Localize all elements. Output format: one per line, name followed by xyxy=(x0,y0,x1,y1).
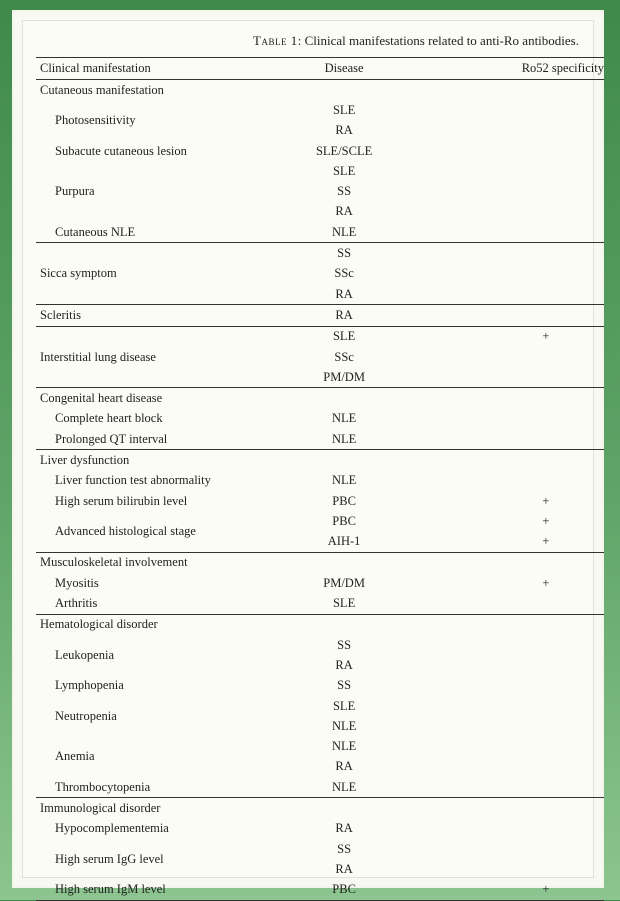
manifestation-cell: Hypocomplementemia xyxy=(55,821,169,836)
ro52-cell xyxy=(412,737,604,757)
manifestation-cell: Cutaneous manifestation xyxy=(36,80,276,101)
manifestation-cell: Advanced histological stage xyxy=(55,524,196,539)
disease-cell: RA xyxy=(335,123,353,138)
disease-cell: SLE xyxy=(332,163,356,178)
ro52-cell xyxy=(412,819,604,839)
table-row xyxy=(36,573,604,593)
table-row xyxy=(36,388,604,409)
disease-cell: RA xyxy=(335,821,353,836)
table-row xyxy=(36,614,604,635)
manifestation-cell: Cutaneous NLE xyxy=(55,224,136,239)
table-panel xyxy=(22,20,604,897)
disease-cell xyxy=(276,80,412,101)
ro52-cell xyxy=(412,305,604,326)
manifestation-cell: Scleritis xyxy=(36,305,276,326)
table-row xyxy=(36,141,604,161)
disease-cell: SSc xyxy=(334,349,354,364)
ro52-cell xyxy=(412,367,604,388)
manifestation-cell: Interstitial lung disease xyxy=(36,326,276,388)
ro52-cell xyxy=(412,284,604,305)
ro52-cell: + xyxy=(542,513,550,528)
disease-cell xyxy=(276,798,412,819)
table-row xyxy=(36,696,604,716)
table-row xyxy=(36,161,604,181)
disease-cell: NLE xyxy=(331,739,357,754)
disease-cell: PM/DM xyxy=(323,575,365,590)
disease-cell: SLE xyxy=(332,698,356,713)
disease-cell: RA xyxy=(276,305,412,326)
table-caption-label: Table 1 xyxy=(253,33,298,48)
table-row xyxy=(36,777,604,798)
disease-cell: RA xyxy=(335,286,353,301)
ro52-cell xyxy=(412,100,604,120)
disease-cell xyxy=(276,552,412,573)
manifestation-cell: Arthritis xyxy=(55,596,98,611)
ro52-cell xyxy=(412,243,604,264)
header-ro52-specificity: Ro52 specificity xyxy=(412,58,604,80)
ro52-cell xyxy=(412,471,604,491)
manifestation-cell: Congenital heart disease xyxy=(36,388,276,409)
disease-cell: RA xyxy=(335,861,353,876)
table-caption xyxy=(23,33,579,49)
manifestation-cell: Hematological disorder xyxy=(36,614,276,635)
ro52-cell: + xyxy=(542,534,550,549)
table-row xyxy=(36,552,604,573)
disease-cell: RA xyxy=(335,657,353,672)
disease-cell: NLE xyxy=(331,779,357,794)
ro52-cell xyxy=(412,552,604,573)
ro52-cell xyxy=(412,80,604,101)
table-row xyxy=(36,819,604,839)
table-row xyxy=(36,305,604,326)
manifestation-cell: Sicca symptom xyxy=(36,243,276,305)
disease-cell: SSc xyxy=(334,266,354,281)
table-row xyxy=(36,222,604,243)
table-caption-text: : Clinical manifestations related to anti-Ro antibodies. xyxy=(297,33,579,48)
disease-cell xyxy=(276,450,412,471)
disease-cell: SS xyxy=(337,184,352,199)
disease-cell: PM/DM xyxy=(323,369,365,384)
manifestation-cell: Purpura xyxy=(55,184,95,199)
ro52-cell xyxy=(412,614,604,635)
disease-cell: PBC xyxy=(332,513,356,528)
table-row xyxy=(36,450,604,471)
manifestation-cell: Neutropenia xyxy=(55,708,117,723)
ro52-cell xyxy=(412,696,604,716)
manifestation-cell: High serum IgG level xyxy=(55,851,164,866)
manifestation-cell: Thrombocytopenia xyxy=(55,779,151,794)
manifestation-cell: Myositis xyxy=(55,575,99,590)
disease-cell: SLE xyxy=(332,596,356,611)
manifestation-cell: Lymphopenia xyxy=(55,678,124,693)
manifestation-cell: Leukopenia xyxy=(55,647,115,662)
ro52-cell xyxy=(412,635,604,655)
ro52-cell xyxy=(412,264,604,284)
ro52-cell xyxy=(412,202,604,222)
manifestation-cell: Subacute cutaneous lesion xyxy=(55,143,187,158)
disease-cell xyxy=(276,388,412,409)
disease-cell xyxy=(276,614,412,635)
ro52-cell xyxy=(412,777,604,798)
ro52-cell xyxy=(412,409,604,429)
table-row xyxy=(36,80,604,101)
ro52-cell xyxy=(412,716,604,736)
disease-cell: AIH-1 xyxy=(327,534,361,549)
table-row xyxy=(36,839,604,859)
manifestation-cell: Anemia xyxy=(55,749,95,764)
table-row xyxy=(36,471,604,491)
disease-cell: SLE xyxy=(276,326,412,347)
ro52-cell xyxy=(412,141,604,161)
page-frame xyxy=(12,10,604,897)
disease-cell: NLE xyxy=(331,431,357,446)
manifestation-cell: Immunological disorder xyxy=(36,798,276,819)
header-disease: Disease xyxy=(276,58,412,80)
table-header-row xyxy=(36,58,604,80)
ro52-cell xyxy=(412,859,604,879)
ro52-cell xyxy=(412,655,604,675)
disease-cell: RA xyxy=(335,204,353,219)
table-row xyxy=(36,593,604,614)
disease-cell: PBC xyxy=(276,880,412,901)
ro52-cell xyxy=(412,757,604,777)
disease-cell: NLE xyxy=(331,473,357,488)
table-row xyxy=(36,491,604,511)
disease-cell: NLE xyxy=(331,718,357,733)
table-body xyxy=(36,80,604,901)
ro52-cell: + xyxy=(542,575,550,590)
table-row xyxy=(36,737,604,757)
manifestation-cell: Liver dysfunction xyxy=(36,450,276,471)
ro52-cell xyxy=(412,798,604,819)
ro52-cell: + xyxy=(412,880,604,901)
ro52-cell xyxy=(412,839,604,859)
table-row xyxy=(36,429,604,450)
ro52-cell: + xyxy=(412,326,604,347)
ro52-cell xyxy=(412,181,604,201)
table-row xyxy=(36,243,604,264)
ro52-cell xyxy=(412,161,604,181)
manifestation-cell: Liver function test abnormality xyxy=(55,473,211,488)
ro52-cell xyxy=(412,593,604,614)
disease-cell: SS xyxy=(337,637,352,652)
table-row xyxy=(36,676,604,696)
disease-cell: RA xyxy=(335,759,353,774)
disease-cell: NLE xyxy=(331,224,357,239)
disease-cell: NLE xyxy=(331,411,357,426)
ro52-cell xyxy=(412,388,604,409)
ro52-cell xyxy=(412,676,604,696)
table-row xyxy=(36,409,604,429)
disease-cell: SLE xyxy=(332,102,356,117)
ro52-cell xyxy=(412,347,604,367)
table-row xyxy=(36,511,604,531)
table-row xyxy=(36,798,604,819)
manifestation-cell: Prolonged QT interval xyxy=(55,431,168,446)
manifestation-cell: High serum bilirubin level xyxy=(55,493,188,508)
manifestation-cell: Photosensitivity xyxy=(55,113,136,128)
ro52-cell xyxy=(412,429,604,450)
table-row xyxy=(36,635,604,655)
manifestations-table xyxy=(36,57,604,901)
ro52-cell: + xyxy=(542,493,550,508)
ro52-cell xyxy=(412,121,604,141)
table-row xyxy=(36,880,604,901)
disease-cell: SS xyxy=(337,678,352,693)
table-row xyxy=(36,326,604,347)
manifestation-cell: Complete heart block xyxy=(55,411,163,426)
disease-cell: SLE/SCLE xyxy=(315,143,373,158)
manifestation-cell: Musculoskeletal involvement xyxy=(36,552,276,573)
table-row xyxy=(36,100,604,120)
manifestation-cell: High serum IgM level xyxy=(36,880,276,901)
ro52-cell xyxy=(412,222,604,243)
disease-cell: SS xyxy=(276,243,412,264)
header-clinical-manifestation: Clinical manifestation xyxy=(36,58,276,80)
disease-cell: PBC xyxy=(332,493,356,508)
disease-cell: SS xyxy=(337,841,352,856)
ro52-cell xyxy=(412,450,604,471)
